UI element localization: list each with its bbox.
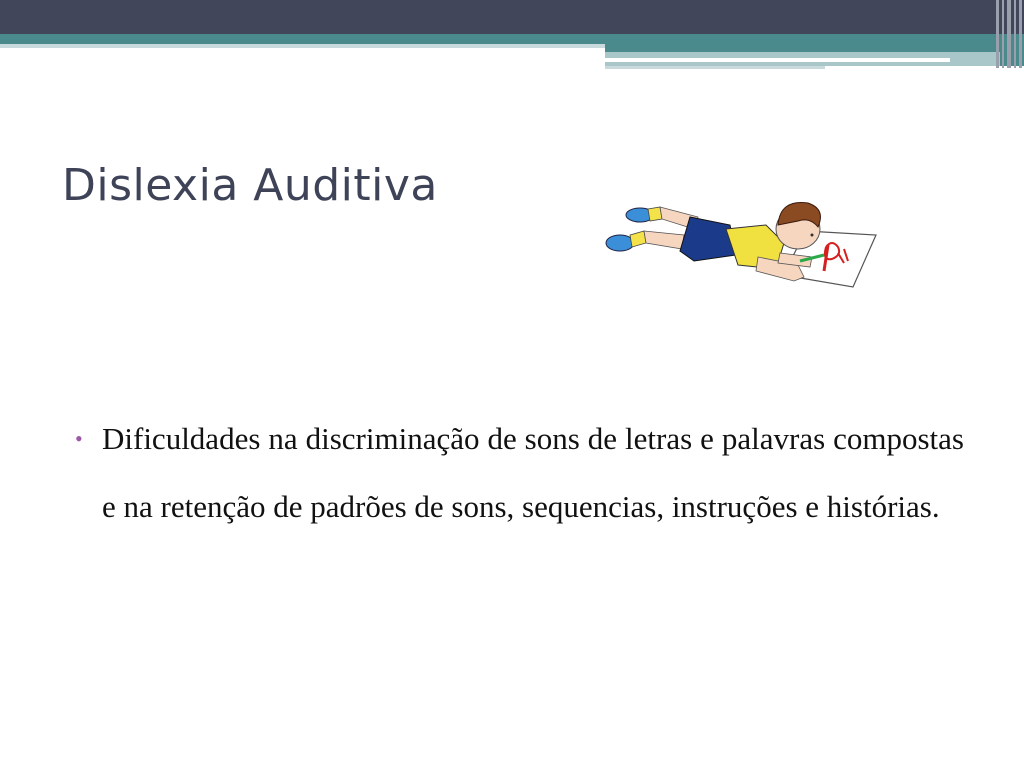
bullet-list (72, 405, 964, 541)
slide-title: Dislexia Auditiva (62, 160, 438, 211)
header-band-light (0, 44, 605, 48)
bullet-item (72, 405, 964, 541)
child-lying-drawing-icon (598, 195, 880, 290)
header-band-teal (0, 34, 1024, 44)
header-tab-line-2 (605, 66, 825, 69)
header-band-dark (0, 0, 1024, 34)
bullet-text: Dificuldades na discriminação de sons de letras e palavras compostas e na retenção de padrões de sons, sequencias, instruções e histórias. (102, 421, 964, 524)
bullet-marker: • (75, 426, 83, 451)
header-tab-line (605, 58, 950, 62)
header-right-stripes (994, 0, 1024, 68)
